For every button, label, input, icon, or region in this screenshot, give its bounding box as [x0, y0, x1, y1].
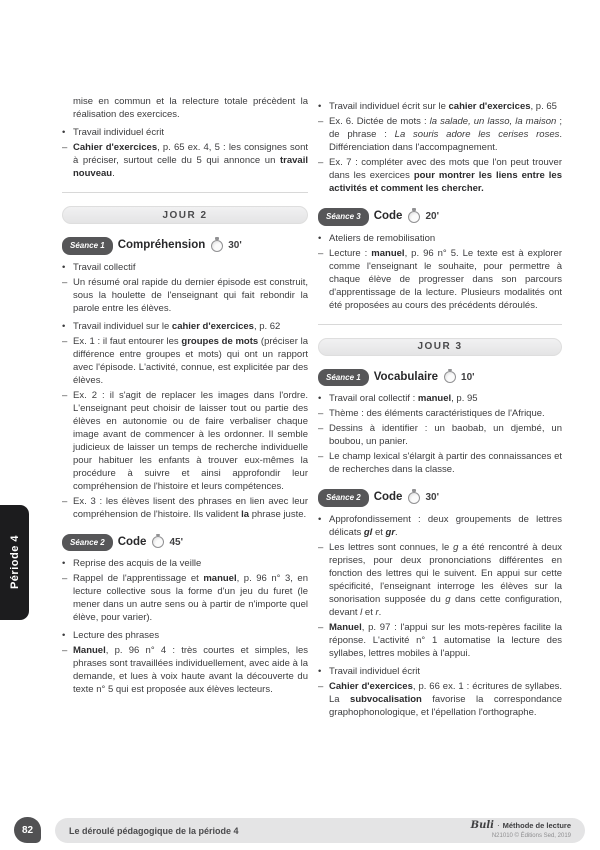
footer-bar [55, 818, 585, 843]
text-segment: Ex. 7 : compléter avec des mots que l'on peut trouver dans les exercices [329, 157, 562, 181]
seance-duration: 45' [169, 536, 183, 548]
dash-marker: – [318, 451, 324, 462]
text-segment: , p. 96 n° 5. Le texte est à explorer comme l'enseignant le souhaite, pour permettre à chaque élève de progresser dans son parcours d'apprentissage de la lecture. Plusieurs modalités ont été proposées au cours des précédents déroulés. [329, 247, 562, 311]
list-item [318, 100, 562, 113]
list-item [318, 422, 562, 448]
text-segment: groupes de mots [181, 335, 259, 347]
dash-marker: – [318, 541, 324, 553]
text-segment: manuel [371, 247, 405, 259]
list-item [62, 141, 308, 180]
list-item [62, 495, 308, 521]
text-segment: la salade, un lasso, la maison [429, 116, 557, 127]
dash-marker: – [62, 335, 68, 347]
text-segment: Manuel [329, 621, 362, 633]
text-segment: a été rencontré à deux reprises, pour deux prononciations différentes en fonction des lettres qui le suivent. En appui sur cette spécificité, l'enseignant interroge les élèves sur la sonorisation supposée du [329, 541, 562, 605]
dash-marker: – [318, 157, 324, 168]
text-segment: Ex. 6. Dictée de mots : [329, 116, 430, 127]
list-item [318, 156, 562, 195]
list-item [62, 644, 308, 696]
text-segment: La souris adore les cerises roses [394, 129, 560, 140]
text-segment: pour montrer les liens entre les activités et comment les chercher. [329, 170, 562, 194]
dash-marker: – [62, 142, 68, 153]
dash-marker: – [62, 389, 68, 401]
bullet-marker: • [62, 558, 66, 569]
bullet-marker: • [318, 513, 322, 525]
seance-title: Code [373, 210, 403, 223]
text-segment: cahier d'exercices [171, 320, 254, 332]
seance-heading [318, 208, 562, 226]
text-segment: travail nouveau [73, 155, 308, 179]
stopwatch-icon [408, 492, 420, 504]
list-item [318, 680, 562, 719]
day-header-label: JOUR 2 [162, 209, 208, 221]
footer-title: Le déroulé pédagogique de la période 4 [69, 825, 239, 836]
dash-marker: – [62, 495, 68, 507]
text-segment: gr [385, 526, 396, 538]
bullet-marker: • [318, 232, 322, 244]
day-header-label: JOUR 3 [417, 341, 463, 352]
publisher-brand [470, 819, 571, 840]
text-segment: subvocalisation [350, 693, 422, 705]
text-segment: Cahier d'exercices [73, 142, 158, 153]
dash-marker: – [318, 247, 324, 259]
text-segment: Ex. 1 : il faut entourer les [73, 335, 182, 347]
bullet-marker: • [62, 127, 66, 138]
list-item [62, 126, 308, 139]
seance-duration: 20' [425, 211, 439, 223]
text-segment: (préciser la différence entre groupes et mots) qui ont un rapport avec l'épisode. L'activité, connue, est explicitée par des élèves. [73, 335, 308, 386]
list-item [62, 261, 308, 274]
seance-badge: Séance 2 [62, 534, 113, 552]
bullet-marker: • [62, 320, 66, 332]
seance-badge: Séance 3 [318, 208, 369, 226]
period-tab-label: Période 4 [8, 535, 21, 590]
bullet-marker: • [318, 665, 322, 677]
text-segment: Travail oral collectif : [329, 393, 418, 404]
text-segment: Lecture : [329, 247, 372, 259]
text-segment: gl [363, 526, 373, 538]
list-item [62, 629, 308, 642]
text-segment: , p. 62 [253, 320, 281, 332]
list-item [318, 392, 562, 405]
brand-credit: N21010 © Éditions Sed, 2019 [491, 832, 571, 839]
text-segment: la [241, 508, 250, 520]
list-item [62, 557, 308, 570]
list-item [62, 335, 308, 387]
list-item [318, 115, 562, 154]
text-segment: , p. 95 [451, 393, 478, 404]
stopwatch-icon [444, 371, 456, 383]
page-number-badge: 82 [14, 817, 41, 843]
text-segment: Le champ lexical s'élargit à partir des connaissances et de recherches dans la classe. [329, 451, 562, 475]
text-segment: Lecture des phrases [73, 630, 160, 641]
day-header [318, 338, 562, 356]
text-segment: et [372, 526, 386, 538]
list-item [318, 541, 562, 619]
text-segment: . [395, 526, 398, 538]
text-segment: Ateliers de remobilisation [329, 232, 436, 244]
period-tab [0, 505, 29, 620]
list-item [318, 407, 562, 420]
text-segment: r [375, 606, 379, 618]
text-segment: manuel [417, 393, 452, 404]
seance-badge: Séance 1 [62, 237, 113, 255]
text-segment: Travail collectif [73, 261, 136, 273]
list-item [318, 450, 562, 476]
brand-separator: · [496, 820, 500, 830]
dash-marker: – [62, 276, 68, 288]
text-segment: dans cette configuration, devant [329, 593, 562, 618]
text-segment: Reprise des acquis de la veille [73, 558, 202, 569]
list-item [318, 247, 562, 312]
dash-marker: – [318, 621, 324, 633]
seance-badge: Séance 2 [318, 489, 369, 507]
right-column [318, 95, 562, 719]
stopwatch-icon [211, 240, 223, 252]
text-segment: favorise la correspondance graphophonologique, et l'épellation l'orthographe. [329, 693, 562, 718]
text-segment: . Différenciation dans l'accompagnement. [329, 129, 563, 153]
list-item [318, 513, 562, 539]
text-segment: et [362, 606, 376, 618]
seance-heading [318, 489, 562, 507]
seance-title: Vocabulaire [373, 370, 439, 383]
bullet-marker: • [62, 261, 66, 273]
text-segment: , p. 97 : l'appui sur les mots-repères facilite la réponse. L'activité n° 1 automatise la lecture des syllabes, lettres mobiles à l'appui. [329, 621, 562, 659]
bullet-marker: • [62, 630, 66, 641]
list-item [62, 320, 308, 333]
seance-duration: 30' [425, 492, 439, 504]
paragraph [62, 95, 308, 121]
bullet-marker: • [318, 393, 322, 404]
text-segment: , p. 96 n° 4 : très courtes et simples, les phrases sont travaillées individuellement, avec aide à la demande, et lues à voix haute avant la découverte du texte n° 5 qui est proposée aux élèves lecteurs. [73, 645, 308, 695]
list-item [62, 389, 308, 493]
text-segment: , p. 65 [530, 101, 557, 112]
list-item [318, 665, 562, 678]
seance-heading [318, 369, 562, 387]
stopwatch-icon [408, 211, 420, 223]
seance-duration: 10' [461, 371, 475, 383]
text-segment: g [453, 541, 459, 553]
day-header [62, 206, 308, 224]
list-item [318, 232, 562, 245]
text-segment: Ex. 3 : les élèves lisent des phrases en lien avec leur compréhension de l'histoire. Ils valident [73, 495, 308, 520]
text-segment: Rappel de l'apprentissage et [73, 573, 204, 584]
text-segment: g [445, 593, 451, 605]
text-segment: ; de phrase : [329, 116, 562, 140]
text-segment: Manuel [73, 645, 106, 656]
text-segment: cahier d'exercices [448, 101, 531, 112]
dash-marker: – [62, 645, 68, 656]
dash-marker: – [318, 408, 324, 419]
brand-logo: Buli [470, 819, 494, 831]
text-segment: l [360, 606, 363, 618]
text-segment: Travail individuel écrit [329, 665, 420, 677]
text-segment: Approfondissement : deux groupements de lettres délicats [329, 513, 562, 538]
list-item [318, 621, 562, 660]
section-divider [318, 324, 562, 325]
text-segment: phrase juste. [249, 508, 307, 520]
brand-line [470, 819, 571, 831]
text-segment: . [112, 168, 115, 179]
seance-duration: 30' [228, 240, 242, 252]
seance-heading [62, 237, 308, 255]
left-column [62, 95, 308, 696]
dash-marker: – [62, 573, 68, 584]
text-segment: manuel [203, 573, 237, 584]
text-segment: Un résumé oral rapide du dernier épisode est construit, sous la houlette de l'enseignant qui fait rebondir la parole entre les élèves. [73, 276, 308, 314]
text-segment: Thème : des éléments caractéristiques de l'Afrique. [329, 408, 545, 419]
text-segment: Travail individuel écrit [73, 127, 164, 138]
text-segment: , p. 65 ex. 4, 5 : les consignes sont à préciser, surtout celle du 5 qui annonce un [73, 142, 309, 166]
text-segment: Travail individuel sur le [73, 320, 172, 332]
stopwatch-icon [152, 536, 164, 548]
dash-marker: – [318, 680, 324, 692]
text-segment: Travail individuel écrit sur le [329, 101, 449, 112]
seance-title: Code [117, 535, 147, 548]
dash-marker: – [318, 116, 324, 127]
text-segment: Dessins à identifier : un baobab, un djembé, un boubou, un panier. [329, 423, 562, 447]
list-item [62, 276, 308, 315]
list-item [62, 572, 308, 624]
text-segment: Les lettres sont connues, le [329, 541, 454, 553]
text-segment: . [378, 606, 382, 618]
seance-badge: Séance 1 [318, 369, 369, 387]
brand-tagline: Méthode de lecture [502, 820, 571, 830]
text-segment: Ex. 2 : il s'agit de replacer les images dans l'ordre. L'enseignant peut choisir de laisser tout ou partie des élèves en autonomie ou de faire verbaliser chaque image avant de commencer à les ordonner. Il semble judicieux de laisser un temps de recherche individuelle pour habituer les enfants à trouver eux-mêmes la procédure à suivre et ainsi approfondir leur compréhension de l'histoire et leurs compétences. [73, 389, 308, 492]
seance-title: Compréhension [117, 239, 206, 252]
text-segment: , p. 96 n° 3, en lecture collective sous la forme d'un jeu du furet (le mener dans un autre sens ou à partir de n'importe quel élève, pour varier). [73, 573, 308, 623]
seance-title: Code [373, 491, 403, 504]
dash-marker: – [318, 423, 324, 434]
text-segment: mise en commun et la relecture totale précèdent la réalisation des exercices. [73, 96, 308, 120]
text-segment: , p. 66 ex. 1 : écritures de syllabes. La [329, 680, 563, 705]
section-divider [62, 192, 308, 193]
text-segment: Cahier d'exercices [329, 680, 413, 692]
bullet-marker: • [318, 101, 322, 112]
seance-heading [62, 534, 308, 552]
